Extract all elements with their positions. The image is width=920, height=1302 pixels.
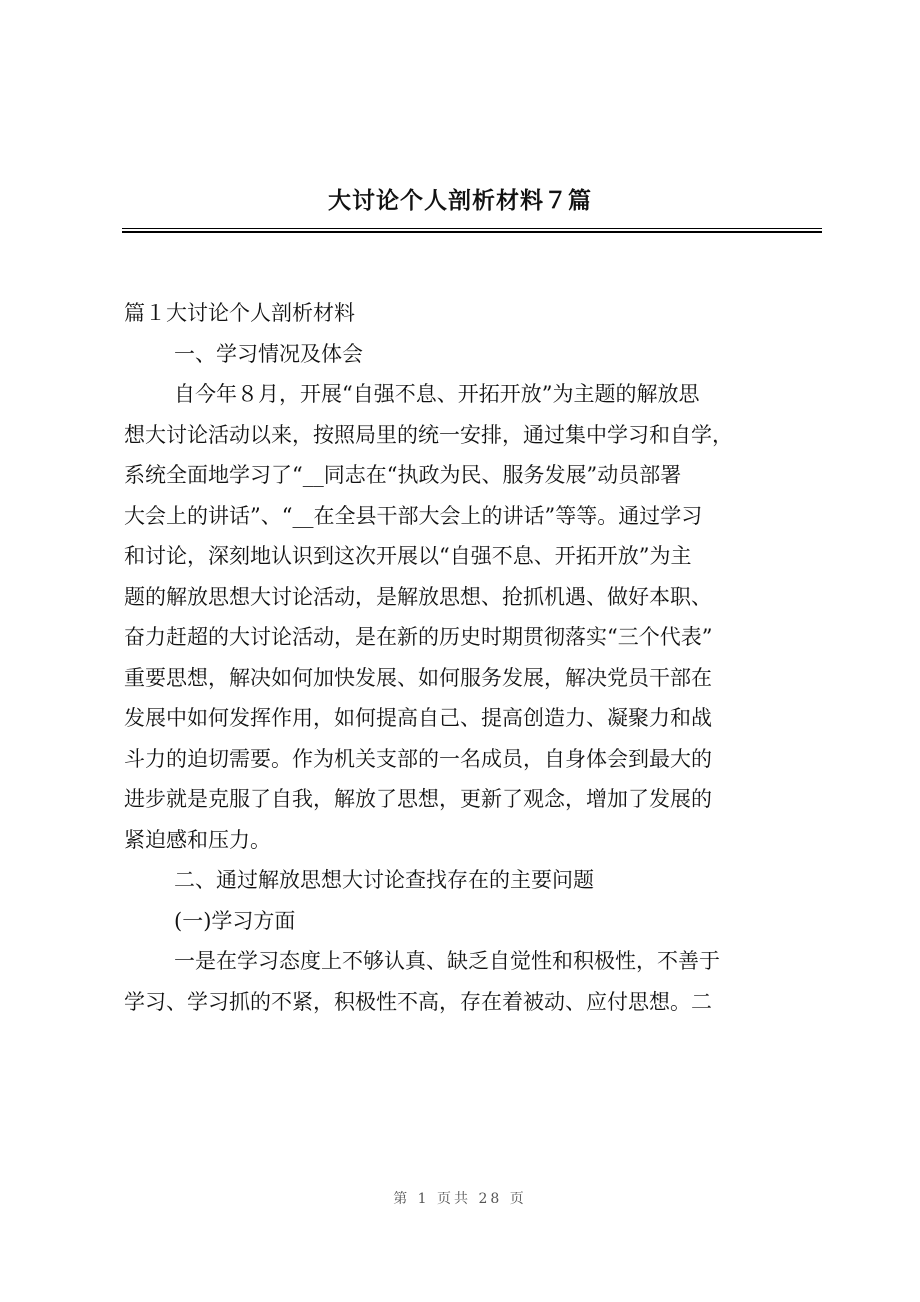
document-body: [124, 293, 820, 1022]
paragraph-line: 发展中如何发挥作用，如何提高自己、提高创造力、凝聚力和战: [124, 706, 712, 730]
subheading: 二、通过解放思想大讨论查找存在的主要问题: [174, 868, 594, 892]
paragraph-line: 奋力赶超的大讨论活动，是在新的历史时期贯彻落实“三个代表”: [124, 625, 713, 649]
paragraph-line: 斗力的迫切需要。作为机关支部的一名成员，自身体会到最大的: [124, 746, 712, 771]
paragraph-line: 一是在学习态度上不够认真、缺乏自觉性和积极性，不善于: [174, 949, 720, 973]
subheading: (一)学习方面: [174, 908, 296, 933]
paragraph-line: 系统全面地学习了“__同志在“执政为民、服务发展”动员部署: [124, 463, 682, 487]
paragraph-line: 紧迫感和压力。: [124, 827, 271, 852]
paragraph-line: 进步就是克服了自我，解放了思想，更新了观念，增加了发展的: [124, 787, 712, 811]
paragraph-line: 想大讨论活动以来，按照局里的统一安排，通过集中学习和自学，: [124, 422, 733, 447]
page-number-footer: 第 1 页共 28 页: [393, 1191, 527, 1207]
paragraph-line: 重要思想，解决如何加快发展、如何服务发展，解决党员干部在: [124, 665, 712, 690]
title-divider-thick: [122, 231, 822, 233]
subheading: 一、学习情况及体会: [174, 341, 363, 366]
title-divider-thin: [122, 228, 822, 229]
paragraph-line: 学习、学习抓的不紧，积极性不高，存在着被动、应付思想。二: [124, 989, 712, 1014]
paragraph-line: 自今年８月，开展“自强不息、开拓开放”为主题的解放思: [174, 382, 700, 406]
document-title: 大讨论个人剖析材料７篇: [328, 187, 592, 214]
section-heading: 篇１大讨论个人剖析材料: [124, 301, 355, 325]
paragraph-line: 大会上的讲话”、“__在全县干部大会上的讲话”等等。通过学习: [124, 503, 703, 528]
paragraph-line: 和讨论，深刻地认识到这次开展以“自强不息、开拓开放”为主: [124, 544, 692, 568]
paragraph-line: 题的解放思想大讨论活动，是解放思想、抢抓机遇、做好本职、: [124, 584, 712, 609]
